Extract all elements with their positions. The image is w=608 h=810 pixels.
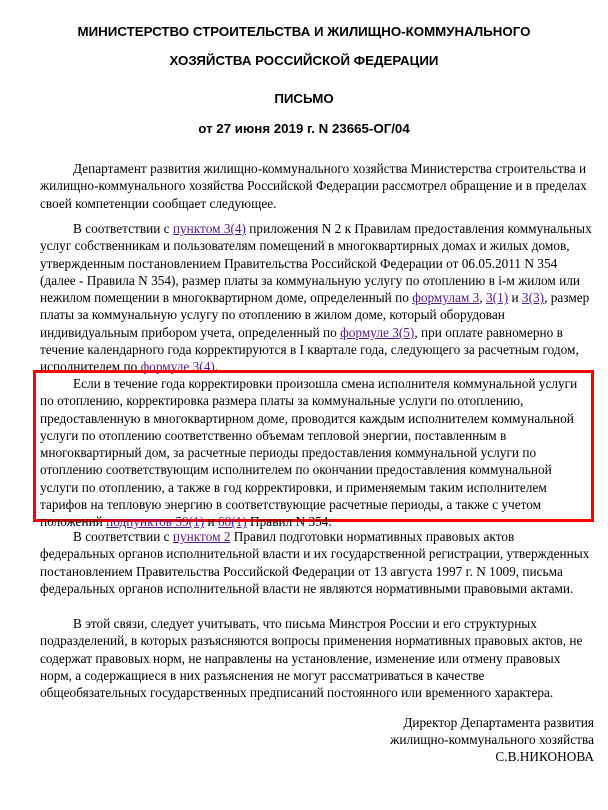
link-formula-3-1[interactable]: 3(1) <box>486 290 509 306</box>
link-formula-3[interactable]: формулам 3 <box>412 290 480 306</box>
text-segment: В соответствии с <box>73 221 173 236</box>
link-formula-3-4[interactable]: формуле 3(4) <box>140 359 215 375</box>
signature-block <box>390 714 594 765</box>
ministry-title-line2: ХОЗЯЙСТВА РОССИЙСКОЙ ФЕДЕРАЦИИ <box>169 53 439 68</box>
text-segment: Правил N 354. <box>246 514 332 530</box>
signature-name: С.В.НИКОНОВА <box>495 749 594 764</box>
document-type: ПИСЬМО <box>274 91 334 106</box>
text-segment: и <box>204 514 218 530</box>
text-segment: Если в течение года корректировки произошла смена исполнителя коммунальной услуги по отоплению, корректировка размера платы за коммунальные услуги по отоплению, предоставленную в многоквартирном доме, проводится каждым исполнителем коммунальной услуги по отоплению соответственно объемам тепловой энергии, поставленным в многоквартирный дом, за расчетные периоды предоставления коммунальной услуги по отоплению соответствующим исполнителем по окончании предоставления коммунальной услуги по отоплению, а также в год корректировки, и применяемым таким исполнителем тарифов на тепловую энергию в соответствующие расчетные периоды, а также с учетом положений <box>40 376 578 530</box>
text-segment: , при оплате равномерно в течение календарного года корректируются в I квартале года, следующего за расчетным годом, исполнителем по <box>40 324 579 375</box>
link-subclause-59-1[interactable]: подпунктов 59(1) <box>106 514 205 530</box>
paragraph-clause-3-4 <box>40 220 592 376</box>
link-punkt-3-4[interactable]: пунктом 3(4) <box>172 221 246 236</box>
text-segment: , размер платы за коммунальную услугу по отоплению в жилом доме, который оборудован индивидуальным прибором учета, определенный по <box>40 290 590 340</box>
text-segment: приложения N 2 к Правилам предоставления коммунальных услуг собственникам и пользователям помещений в многоквартирных домах и жилых домов, утвержденным постановлением Правительства Российской Федерации от 06.05.2011 N 354 (далее - Правила N 354), размер платы за коммунальную услугу по отоплению в i-м жилом или нежилом помещении в многоквартирном доме, определенный по <box>40 221 592 306</box>
link-formula-3-3[interactable]: 3(3) <box>521 290 545 306</box>
signature-position-line2: жилищно-коммунального хозяйства <box>390 732 594 747</box>
document-date-number: от 27 июня 2019 г. N 23665-ОГ/04 <box>198 121 410 136</box>
paragraph-highlighted <box>40 375 592 531</box>
signature-position-line1: Директор Департамента развития <box>403 715 594 730</box>
text-segment: Правил подготовки нормативных правовых актов федеральных органов исполнительной власти и их государственной регистрации, утвержденных постановлением Правительства Российской Федерации от 13 августа 1997 г. N 1009, письма федеральных органов исполнительной власти не являются нормативными правовыми актами. <box>40 529 590 596</box>
text-segment: . <box>214 359 219 375</box>
paragraph-intro: Департамент развития жилищно-коммунального хозяйства Министерства строительства и жилищно-коммунального хозяйства Российской Федерации рассмотрел обращение и в пределах своей компетенции сообщает следующее. <box>40 161 587 211</box>
paragraph-conclusion: В этой связи, следует учитывать, что письма Минстроя России и его структурных подразделений, в которых разъясняются вопросы применения нормативных правовых актов, не содержат правовых норм, не направлены на установление, изменение или отмену правовых норм, а содержащиеся в них разъяснения не могут рассматриваться в качестве общеобязательных государственных предписаний постоянного или временного характера. <box>40 616 583 701</box>
link-punkt-2[interactable]: пунктом 2 <box>172 529 231 544</box>
text-segment: , <box>479 290 486 306</box>
link-formula-3-5[interactable]: формуле 3(5) <box>340 324 415 340</box>
ministry-title-line1: МИНИСТЕРСТВО СТРОИТЕЛЬСТВА И ЖИЛИЩНО-КОММУНАЛЬНОГО <box>77 24 531 39</box>
text-segment: В соответствии с <box>73 529 173 544</box>
text-segment: и <box>508 290 522 306</box>
link-subclause-60-1[interactable]: 60(1) <box>217 514 247 530</box>
paragraph-clause-2 <box>40 528 592 597</box>
